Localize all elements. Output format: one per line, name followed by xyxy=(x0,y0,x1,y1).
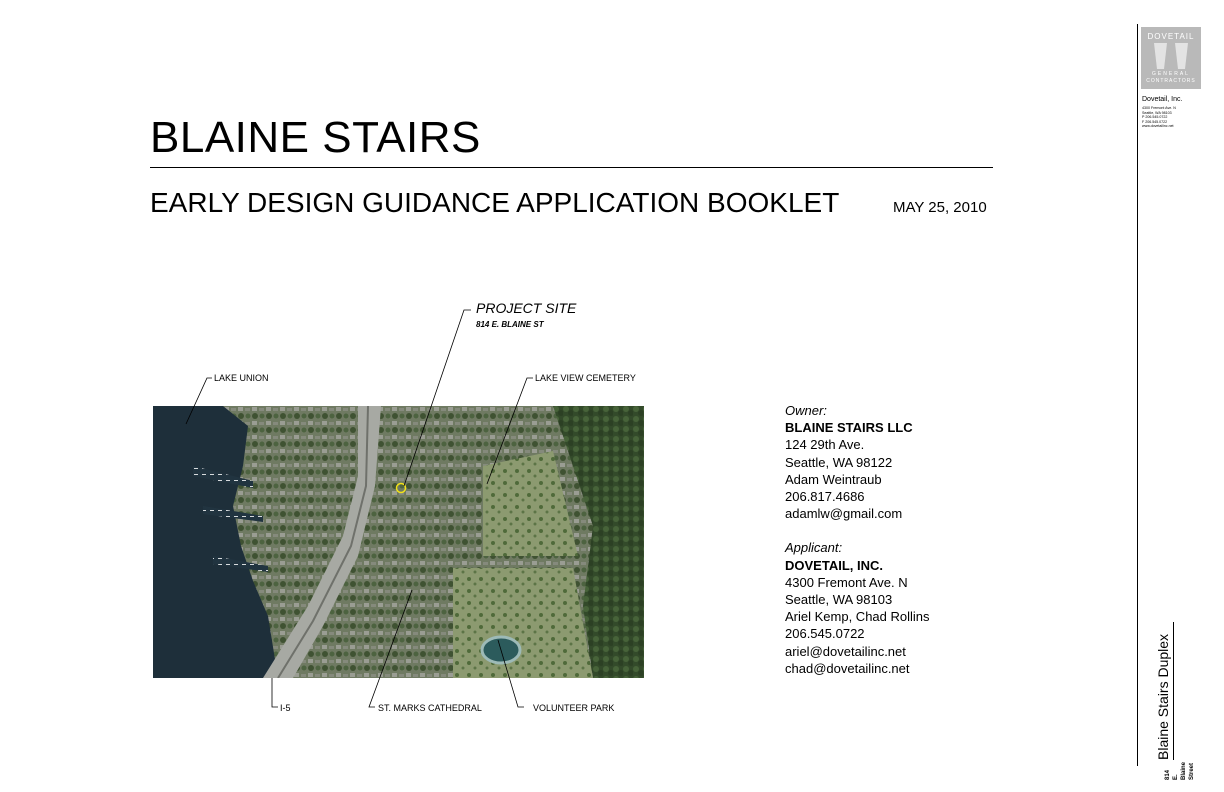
applicant-role-label: Applicant: xyxy=(785,540,843,556)
applicant-address-2: Seattle, WA 98103 xyxy=(785,592,893,608)
document-date: MAY 25, 2010 xyxy=(893,199,987,216)
project-site-address: 814 E. BLAINE ST xyxy=(476,320,544,329)
dovetail-joint-icon xyxy=(1152,43,1190,69)
sheet-project-address xyxy=(1165,700,1195,780)
page-subtitle: EARLY DESIGN GUIDANCE APPLICATION BOOKLET xyxy=(150,187,840,218)
owner-email: adamlw@gmail.com xyxy=(785,506,903,522)
callout-st-marks-cathedral: ST. MARKS CATHEDRAL xyxy=(378,703,482,713)
sheet-project-name: Blaine Stairs Duplex xyxy=(1155,633,1171,760)
contacts-spacer xyxy=(785,522,930,539)
sheet-project-title xyxy=(1154,622,1172,760)
aerial-photo xyxy=(153,406,644,678)
sheet-address-text: 814 E. Blaine Street xyxy=(1165,761,1195,780)
applicant-email-2[interactable]: chad@dovetailinc.net xyxy=(785,660,910,676)
callout-lake-view-cemetery: LAKE VIEW CEMETERY xyxy=(535,373,636,383)
owner-address-2: Seattle, WA 98122 xyxy=(785,454,893,470)
company-line: 4300 Fremont Ave. N xyxy=(1142,106,1176,110)
logo-name: DOVETAIL xyxy=(1147,32,1195,41)
page-title: BLAINE STAIRS xyxy=(150,113,481,162)
company-address-block xyxy=(1142,97,1182,129)
logo-tagline-2: CONTRACTORS xyxy=(1146,78,1196,84)
company-line: Seattle, WA 98103 xyxy=(1142,110,1172,115)
owner-address-1: 124 29th Ave. xyxy=(785,437,865,453)
sheet-title-rule xyxy=(1173,622,1174,760)
company-line: F 206.545.0722 xyxy=(1142,119,1168,124)
company-name: Dovetail, Inc. xyxy=(1142,96,1183,103)
project-site-label: PROJECT SITE xyxy=(476,300,577,316)
company-line: www.dovetailinc.net xyxy=(1142,124,1174,128)
contacts-block xyxy=(785,402,930,677)
owner-role-label: Owner: xyxy=(785,403,827,418)
applicant-org: DOVETAIL, INC. xyxy=(785,557,883,573)
applicant-email-1[interactable]: ariel@dovetailinc.net xyxy=(785,643,906,659)
applicant-phone: 206.545.0722 xyxy=(785,626,865,642)
callout-lake-union: LAKE UNION xyxy=(214,373,269,383)
callout-volunteer-park: VOLUNTEER PARK xyxy=(533,703,615,713)
applicant-address-1: 4300 Fremont Ave. N xyxy=(785,574,908,590)
applicant-contact: Ariel Kemp, Chad Rollins xyxy=(785,609,930,625)
owner-contact: Adam Weintraub xyxy=(785,471,882,487)
title-divider xyxy=(150,167,993,168)
aerial-site-map xyxy=(153,406,644,678)
owner-phone: 206.817.4686 xyxy=(785,489,865,505)
title-block-border xyxy=(1137,24,1138,766)
logo-tagline: GENERAL xyxy=(1152,71,1190,77)
callout-i5: I-5 xyxy=(280,703,291,713)
owner-org: BLAINE STAIRS LLC xyxy=(785,420,913,436)
dovetail-logo xyxy=(1141,27,1201,89)
company-line: P 206.545.0722 xyxy=(1142,115,1168,119)
